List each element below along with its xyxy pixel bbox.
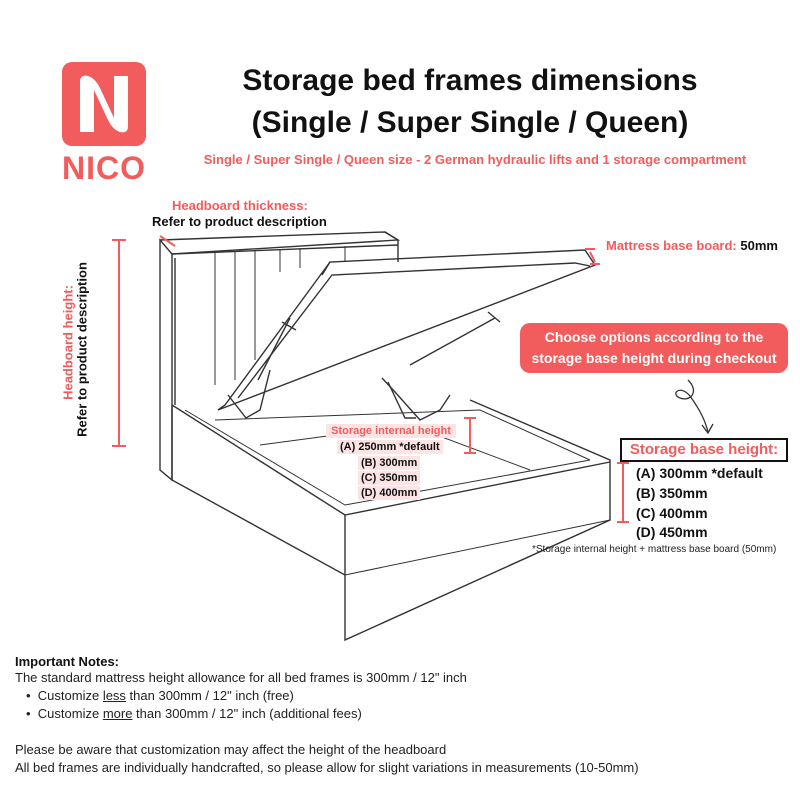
brand-name: NICO: [62, 150, 146, 186]
notes-emphasis: more: [102, 706, 133, 721]
notes-emphasis: less: [102, 688, 126, 703]
bullet-dot: •: [26, 706, 38, 721]
storage-internal-title: Storage internal height: [326, 424, 456, 438]
storage-base-option: (D) 450mm: [636, 524, 708, 540]
storage-base-option: (C) 400mm: [636, 505, 708, 521]
headboard-height-value: Refer to product description: [74, 262, 90, 437]
mattress-base-label: Mattress base board:: [606, 238, 737, 253]
mattress-base-value: 50mm: [740, 238, 778, 253]
storage-internal-option: (C) 350mm: [358, 471, 420, 485]
storage-internal-option: (A) 250mm *default: [337, 440, 443, 454]
storage-base-option: (A) 300mm *default: [636, 465, 763, 481]
notes-line: Please be aware that customization may affect the height of the headboard: [15, 742, 447, 757]
headboard-thickness-value: Refer to product description: [152, 214, 327, 229]
page-title: Storage bed frames dimensions: [242, 64, 698, 97]
storage-base-title: Storage base height:: [620, 438, 788, 462]
bullet-dot: •: [26, 688, 38, 703]
headboard-thickness-label: Headboard thickness:: [172, 198, 308, 213]
notes-line: All bed frames are individually handcrafted, so please allow for slight variations in measurements (10-50mm): [15, 760, 639, 775]
storage-internal-option: (D) 400mm: [358, 486, 420, 500]
page-subtitle: Single / Super Single / Queen size - 2 German hydraulic lifts and 1 storage compartment: [203, 152, 747, 167]
page-title-sub: (Single / Super Single / Queen): [251, 106, 689, 139]
mattress-base-label-group: [606, 238, 778, 253]
headboard-height-label: Headboard height:: [60, 285, 76, 400]
notes-bullet: • Customize less than 300mm / 12" inch (free): [26, 688, 294, 703]
notes-heading: Important Notes:: [15, 654, 119, 669]
storage-footnote: *Storage internal height + mattress base board (50mm): [532, 544, 777, 555]
notes-line: The standard mattress height allowance for all bed frames is 300mm / 12" inch: [15, 670, 467, 685]
storage-internal-option: (B) 300mm: [358, 456, 420, 470]
choose-options-callout: Choose options according to the storage base height during checkout: [520, 323, 788, 373]
notes-bullet: • Customize more than 300mm / 12" inch (additional fees): [26, 706, 362, 721]
storage-base-option: (B) 350mm: [636, 485, 708, 501]
